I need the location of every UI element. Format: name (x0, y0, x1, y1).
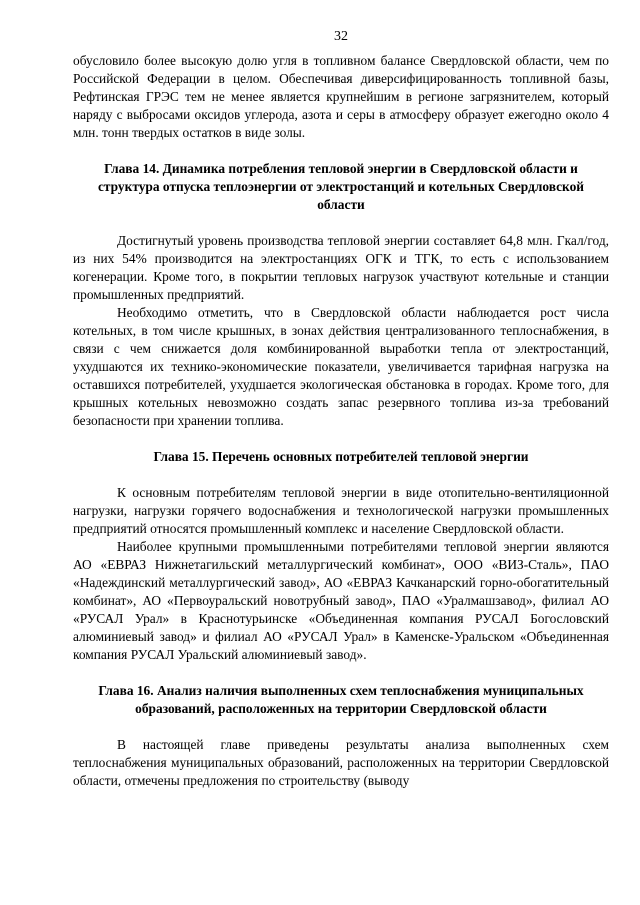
spacer (73, 664, 609, 682)
page-number: 32 (334, 29, 348, 44)
chapter-15-paragraph: К основным потребителям тепловой энергии в виде отопительно-вентиляционной нагрузки, нагрузки горячего водоснабжения и технологической нагрузки промышленных предприятий относятся промышленный комплекс и население Свердловской области. (73, 485, 609, 536)
spacer (73, 430, 609, 448)
spacer (73, 466, 609, 484)
chapter-15-paragraph: Наиболее крупными промышленными потребителями тепловой энергии являются АО «ЕВРАЗ Нижнетагильский металлургический комбинат», ООО «ВИЗ-Сталь», ПАО «Надеждинский металлургический завод», АО «ЕВРАЗ Качканарский горно-обогатительный комбинат», АО «Первоуральский новотрубный завод», ПАО «Уралмашзавод», филиал АО «РУСАЛ Урал» в Краснотурьинске «Объединенная компания РУСАЛ Богословский алюминиевый завод» и филиал АО «РУСАЛ Урал» в Каменске-Уральском «Объединенная компания РУСАЛ Уральский алюминиевый завод». (73, 539, 609, 662)
chapter-14-paragraph: Достигнутый уровень производства тепловой энергии составляет 64,8 млн. Гкал/год, из них 54% производится на электростанциях ОГК и ТГК, то есть с использованием когенерации. Кроме того, в покрытии тепловых нагрузок участвуют котельные и станции промышленных предприятий. (73, 233, 609, 302)
intro-paragraph: обусловило более высокую долю угля в топливном балансе Свердловской области, чем по Российской Федерации в целом. Обеспечивая диверсифицированность топливной базы, Рефтинская ГРЭС тем не менее является крупнейшим в регионе загрязнителем, который наряду с выбросами оксидов углерода, азота и серы в атмосферу образует ежегодно около 4 млн. тонн твердых остатков в виде золы. (73, 53, 609, 140)
chapter-14-heading: Глава 14. Динамика потребления тепловой энергии в Свердловской области и структура отпуска теплоэнергии от электростанций и котельных Свердловской области (97, 161, 585, 212)
chapter-16-paragraph: В настоящей главе приведены результаты анализа выполненных схем теплоснабжения муниципальных образований, расположенных на территории Свердловской области, отмечены предложения по строительству (выводу (73, 737, 609, 788)
spacer (73, 214, 609, 232)
chapter-15-heading: Глава 15. Перечень основных потребителей тепловой энергии (153, 449, 529, 464)
chapter-14-paragraph: Необходимо отметить, что в Свердловской области наблюдается рост числа котельных, в том числе крышных, в зонах действия централизованного теплоснабжения, в связи с чем снижается доля комбинированной выработки тепла от электростанций, ухудшаются их технико-экономические показатели, увеличивается тарифная нагрузка на оставшихся потребителей, ухудшается экологическая обстановка в городах. Кроме того, для крышных котельных невозможно создать запас резервного топлива из-за требований безопасности при хранении топлива. (73, 305, 609, 428)
chapter-16-heading: Глава 16. Анализ наличия выполненных схем теплоснабжения муниципальных образований, расположенных на территории Свердловской области (98, 683, 584, 716)
spacer (73, 718, 609, 736)
spacer (73, 142, 609, 160)
document-page (73, 28, 609, 790)
